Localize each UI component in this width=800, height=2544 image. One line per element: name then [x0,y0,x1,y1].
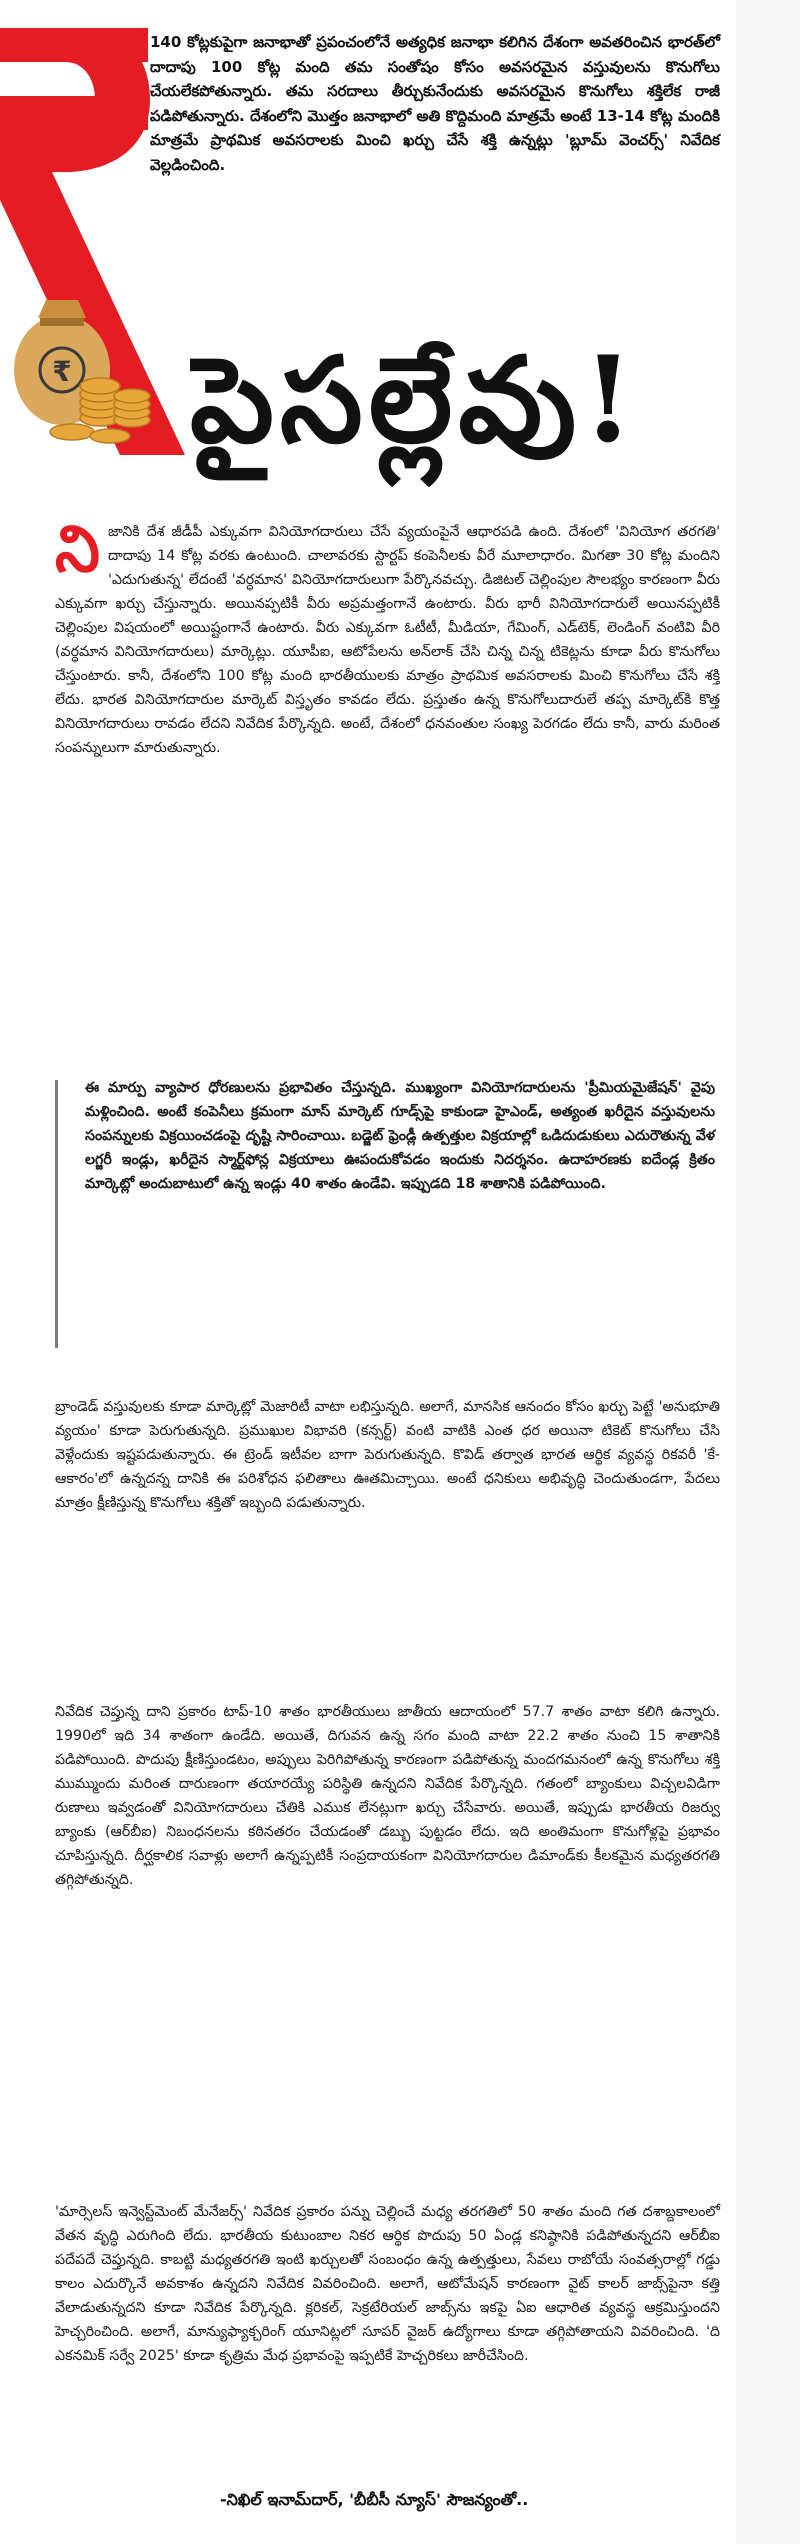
dropcap: ని [55,512,100,587]
headline: పైసల్లేవు! [190,330,640,469]
margin-strip [736,0,800,2544]
paragraph-5: 'మార్సెలస్ ఇన్వెస్ట్‌మెంట్ మేనేజర్స్' నివేదిక ప్రకారం పన్ను చెల్లించే మధ్య తరగతిలో 50 శాతం మంది గత దశాబ్దకాలంలో వేతన వృద్ధి ఎరుగింది లేదు. భారతీయ కుటుంబాల నికర ఆర్థిక పొదుపు 50 ఏండ్ల కనిష్ఠానికి పడిపోతున్నదని ఆర్‌బీఐ పదేపదే చెప్తున్నది. కాబట్టి మధ్యతరగతి ఇంటి ఖర్చులతో సంబంధం ఉన్న ఉత్పత్తులు, సేవలు రాబోయే సంవత్సరాల్లో గడ్డు కాలం ఎదుర్కొనే అవకాశం ఉన్నదని నివేదిక వివరించింది. అలాగే, ఆటోమేషన్ కారణంగా వైట్ కాలర్ జాబ్స్‌పైనా కత్తి వేలాడుతున్నదని కూడా నివేదిక పేర్కొన్నది. క్లరికల్, సెక్రటేరియల్ జాబ్స్‌ను ఇకపై ఏఐ ఆధారిత వ్యవస్థ ఆక్రమిస్తుందని హెచ్చరించింది. అలాగే, మాన్యుఫ్యాక్చరింగ్ యూనిట్లలో సూపర్ వైజర్ ఉద్యోగాలు కూడా తగ్గిపోతాయని వివరించింది. 'ది ఎకనమిక్ సర్వే 2025' కూడా కృత్రిమ మేధ ప్రభావంపై ఇప్పటికే హెచ్చరికలు జారీచేసింది. [55,2204,720,2364]
highlight-text: ఈ మార్పు వ్యాపార ధోరణులను ప్రభావితం చేస్తున్నది. ముఖ్యంగా వినియోగదారులను 'ప్రీమియమైజేషన్' వైపు మళ్లించింది. అంటే కంపెనీలు క్రమంగా మాస్ మార్కెట్ గూడ్స్‌పై కాకుండా హైఎండ్, అత్యంత ఖరీదైన వస్తువులను సంపన్నులకు విక్రయించడంపై దృష్టి సారించాయి. బడ్జెట్ ఫ్రెండ్లీ ఉత్పత్తుల విక్రయాల్లో ఒడిదుడుకులు ఎదురౌతున్న వేళ లగ్జరీ ఇండ్లు, ఖరీదైన స్మార్ట్‌ఫోన్ల విక్రయాలు ఊపందుకోవడం ఇందుకు నిదర్శనం. ఉదాహరణకు ఐదేండ్ల క్రితం మార్కెట్లో అందుబాటులో ఉన్న ఇండ్లు 40 శాతం ఉండేవి. ఇప్పుడది 18 శాతానికి పడిపోయింది. [85,1080,715,1192]
intro-paragraph: 140 కోట్లకుపైగా జనాభాతో ప్రపంచంలోనే అత్యధిక జనాభా కలిగిన దేశంగా అవతరించిన భారత్‌లో దాదాపు 100 కోట్ల మంది తమ సంతోషం కోసం అవసరమైన వస్తువులను కొనుగోలు చేయలేకపోతున్నారు. తమ సరదాలు తీర్చుకునేందుకు అవసరమైన కొనుగోలు శక్తిలేక రాజీ పడిపోతున్నారు. దేశంలోని మొత్తం జనాభాలో అతి కొద్దిమంది మాత్రమే అంటే 13-14 కోట్ల మందికి మాత్రమే ప్రాథమిక అవసరాలకు మించి ఖర్చు చేసే శక్తి ఉన్నట్లు 'బ్లూమ్ వెంచర్స్' నివేదిక వెల్లడించింది. [150,33,720,174]
bag-rupee-symbol: ₹ [52,355,72,388]
paragraph-3: బ్రాండెడ్ వస్తువులకు కూడా మార్కెట్లో మెజారిటీ వాటా లభిస్తున్నది. అలాగే, మానసిక ఆనందం కోసం ఖర్చు పెట్టే 'అనుభూతి వ్యయం' కూడా పెరుగుతున్నది. ప్రముఖుల విభావరి (కన్సర్ట్) వంటి వాటికి ఎంత ధర అయినా టికెట్ కొనుగోలు చేసి వెళ్లేందుకు ఇష్టపడుతున్నారు. ఈ ట్రెండ్ ఇటీవల బాగా పెరుగుతున్నది. కొవిడ్ తర్వాత భారత ఆర్థిక వ్యవస్థ రికవరీ 'కే-ఆకారం'లో ఉన్నదన్న దానికి ఈ పరిశోధన ఫలితాలు ఊతమిచ్చాయి. అంటే ధనికులు అభివృద్ధి చెందుతుండగా, పేదలు మాత్రం క్షీణిస్తున్న కొనుగోలు శక్తితో ఇబ్బంది పడుతున్నారు. [55,1399,720,1511]
byline: -నిఖిల్ ఇనామ్‌దార్, 'బీబీసీ న్యూస్' సౌజన్యంతో.. [220,2490,529,2509]
paragraph-1 [55,512,720,760]
highlight-bar [55,1080,58,1348]
paragraph-1-text: జానికి దేశ జీడీపీ ఎక్కువగా వినియోగదారులు చేసే వ్యయంపైనే ఆధారపడి ఉంది. దేశంలో 'వినియోగ తరగతి' దాదాపు 14 కోట్ల వరకు ఉంటుంది. చాలావరకు స్టార్టప్ కంపెనీలకు వీరే మూలాధారం. మిగతా 30 కోట్ల మందిని 'ఎదుగుతున్న' లేదంటే 'వర్ధమాన' వినియోగదారులుగా పేర్కొనవచ్చు. డిజిటల్ చెల్లింపుల సౌలభ్యం కారణంగా వీరు ఎక్కువగా ఖర్చు చేస్తున్నారు. అయినప్పటికీ వీరు అప్రమత్తంగానే ఉంటారు. వీరు భారీ వినియోగదారులే అయినప్పటికీ చెల్లింపుల విషయంలో అయిష్టంగానే ఉంటారు. వీరు ఎక్కువగా ఓటీటీ, మీడియా, గేమింగ్, ఎడ్‌టెక్, లెండింగ్ వంటివి వీరి (వర్ధమాన వినియోగదారులు) మార్కెట్లు. యూపీఐ, ఆటోపేలను అన్‌లాక్ చేసి చిన్న చిన్న టికెట్లను కూడా వీరు కొనుగోలు చేస్తుంటారు. కానీ, దేశంలోని 100 కోట్ల మంది భారతీయులకు మాత్రం ప్రాథమిక అవసరాలకు మించి కొనుగోలు చేసే శక్తి లేదు. భారత వినియోగదారుల మార్కెట్ విస్తృతం కావడం లేదు. ప్రస్తుతం ఉన్న కొనుగోలుదారులే తప్ప మార్కెట్‌కి కొత్త వినియోగదారులు రావడం లేదని నివేదిక పేర్కొన్నది. అంటే, దేశంలో ధనవంతుల సంఖ్య పెరగడం లేదు కానీ, వారు మరింత సంపన్నులుగా మారుతున్నారు. [55,524,720,756]
highlight-box [55,1076,720,1356]
paragraph-4: నివేదిక చెప్తున్న దాని ప్రకారం టాప్-10 శాతం భారతీయులు జాతీయ ఆదాయంలో 57.7 శాతం వాటా కలిగి ఉన్నారు. 1990లో ఇది 34 శాతంగా ఉండేది. అయితే, దిగువన ఉన్న సగం మంది వాటా 22.2 శాతం నుంచి 15 శాతానికి పడిపోయింది. పొదుపు క్షీణిస్తుండటం, అప్పులు పెరిగిపోతున్న కారణంగా పడిపోతున్న మందగమనంలో ఉన్న కొనుగోలు శక్తి ముమ్ముందు మరింత దారుణంగా తయారయ్యే పరిస్థితి ఉన్నదని నివేదిక పేర్కొన్నది. గతంలో బ్యాంకులు విచ్చలవిడిగా రుణాలు ఇవ్వడంతో వినియోగదారులు చేతికి ఎముక లేనట్లుగా ఖర్చు చేసేవారు. అయితే, ఇప్పుడు భారతీయ రిజర్వు బ్యాంకు (ఆర్‌బీఐ) నిబంధనలను కఠినతరం చేయడంతో డబ్బు పుట్టడం లేదు. ఇది అంతిమంగా కొనుగోళ్లపై ప్రభావం చూపిస్తున్నది. దీర్ఘకాలిక సవాళ్లు అలాగే ఉన్నప్పటికీ సంప్రదాయకంగా వినియోగదారుల డిమాండ్‌కు కీలకమైన మధ్యతరగతి తగ్గిపోతున్నది. [55,1704,720,1888]
